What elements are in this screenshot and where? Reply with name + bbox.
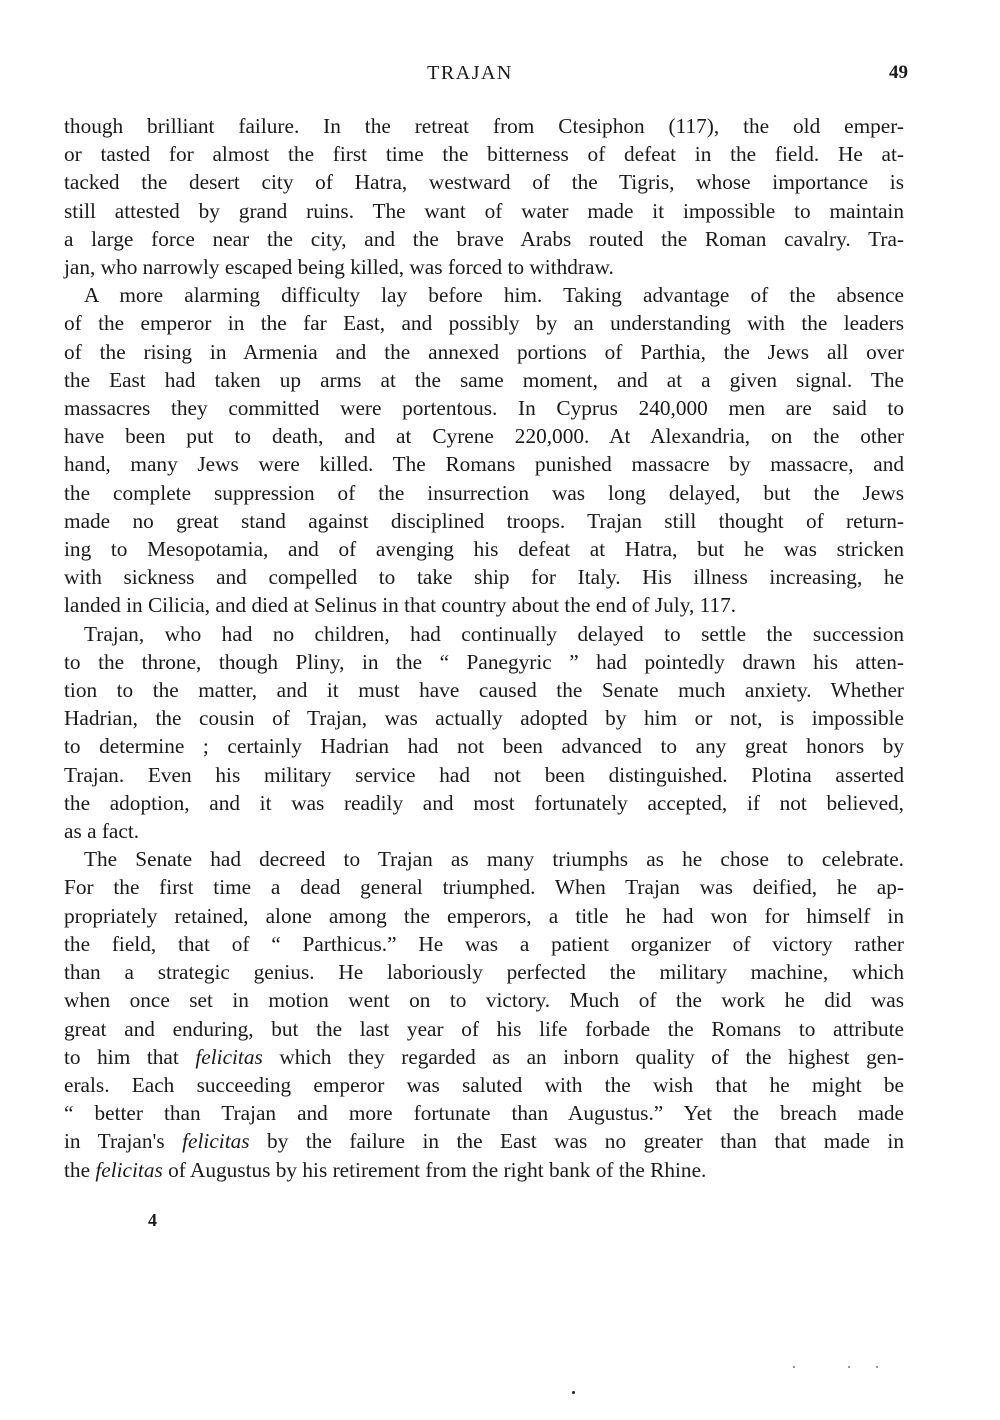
ink-speck [572,1391,575,1394]
text-line: the felicitas of Augustus by his retirement from the right bank of the Rhine. [64,1157,707,1182]
ink-speck [848,1366,850,1368]
text-line: “ better than Trajan and more fortunate than Augustus.” Yet the breach made [64,1101,904,1126]
text-line: to him that felicitas which they regarded as an inborn quality of the highest gen- [64,1044,905,1069]
text-line: when once set in motion went on to victory. Much of the work he did was [64,988,904,1013]
text-line: ing to Mesopotamia, and of avenging his defeat at Hatra, but he was stricken [64,537,904,562]
text-line: For the first time a dead general triumphed. When Trajan was deified, he ap- [64,875,904,900]
paragraph-2 [64,281,904,619]
text-line: Hadrian, the cousin of Trajan, was actually adopted by him or not, is impossible [64,706,904,731]
text-line: The Senate had decreed to Trajan as many triumphs as he chose to celebrate. [84,847,904,872]
text-line: though brilliant failure. In the retreat from Ctesiphon (117), the old emper- [64,114,904,138]
text-line: jan, who narrowly escaped being killed, was forced to withdraw. [64,255,614,280]
text-line: have been put to death, and at Cyrene 220,000. At Alexandria, on the other [64,424,904,449]
paragraph-3 [64,620,904,846]
text-line: A more alarming difficulty lay before him. Taking advantage of the absence [84,283,904,308]
text-line: as a fact. [64,819,140,844]
paragraph-4 [64,845,904,1183]
text-line: great and enduring, but the last year of his life forbade the Romans to attribute [64,1016,904,1041]
text-line: propriately retained, alone among the emperors, a title he had won for himself in [64,903,904,928]
running-title: TRAJAN [427,62,513,84]
text-line: erals. Each succeeding emperor was saluted with the wish that he might be [64,1072,904,1097]
text-line: a large force near the city, and the brave Arabs routed the Roman cavalry. Tra- [64,226,904,251]
body-text [64,112,904,1184]
text-line: or tasted for almost the first time the bitterness of defeat in the field. He at- [64,142,904,167]
paragraph-1 [64,112,904,281]
text-line: still attested by grand ruins. The want of water made it impossible to maintain [64,198,904,223]
text-line: to the throne, though Pliny, in the “ Panegyric ” had pointedly drawn his atten- [64,649,904,674]
text-line: massacres they committed were portentous. In Cyprus 240,000 men are said to [64,396,904,421]
text-line: the field, that of “ Parthicus.” He was a patient organizer of victory rather [64,931,904,956]
text-line: Trajan. Even his military service had not been distinguished. Plotina asserted [64,762,904,787]
text-line: of the emperor in the far East, and possibly by an understanding with the leaders [64,311,904,336]
ink-speck [876,1366,878,1368]
text-line: the adoption, and it was readily and most fortunately accepted, if not believed, [64,790,904,815]
text-line: Trajan, who had no children, had continually delayed to settle the succession [84,621,904,646]
text-line: than a strategic genius. He laboriously perfected the military machine, which [64,960,904,985]
text-line: made no great stand against disciplined troops. Trajan still thought of return- [64,508,904,533]
text-line: landed in Cilicia, and died at Selinus in that country about the end of July, 117. [64,593,737,618]
signature-mark: 4 [148,1210,157,1230]
text-line: in Trajan's felicitas by the failure in the East was no greater than that made in [64,1129,904,1154]
text-line: tion to the matter, and it must have caused the Senate much anxiety. Whether [64,678,904,703]
text-line: the East had taken up arms at the same moment, and at a given signal. The [64,367,904,392]
text-line: hand, many Jews were killed. The Romans punished massacre by massacre, and [64,452,904,477]
text-line: tacked the desert city of Hatra, westward of the Tigris, whose importance is [64,170,904,195]
text-line: of the rising in Armenia and the annexed portions of Parthia, the Jews all over [64,339,904,364]
text-line: with sickness and compelled to take ship for Italy. His illness increasing, he [64,565,904,590]
text-line: to determine ; certainly Hadrian had not been advanced to any great honors by [64,734,904,759]
ink-speck [793,1366,795,1368]
running-head [0,62,1000,90]
page-number: 49 [889,62,908,83]
text-line: the complete suppression of the insurrection was long delayed, but the Jews [64,480,904,505]
